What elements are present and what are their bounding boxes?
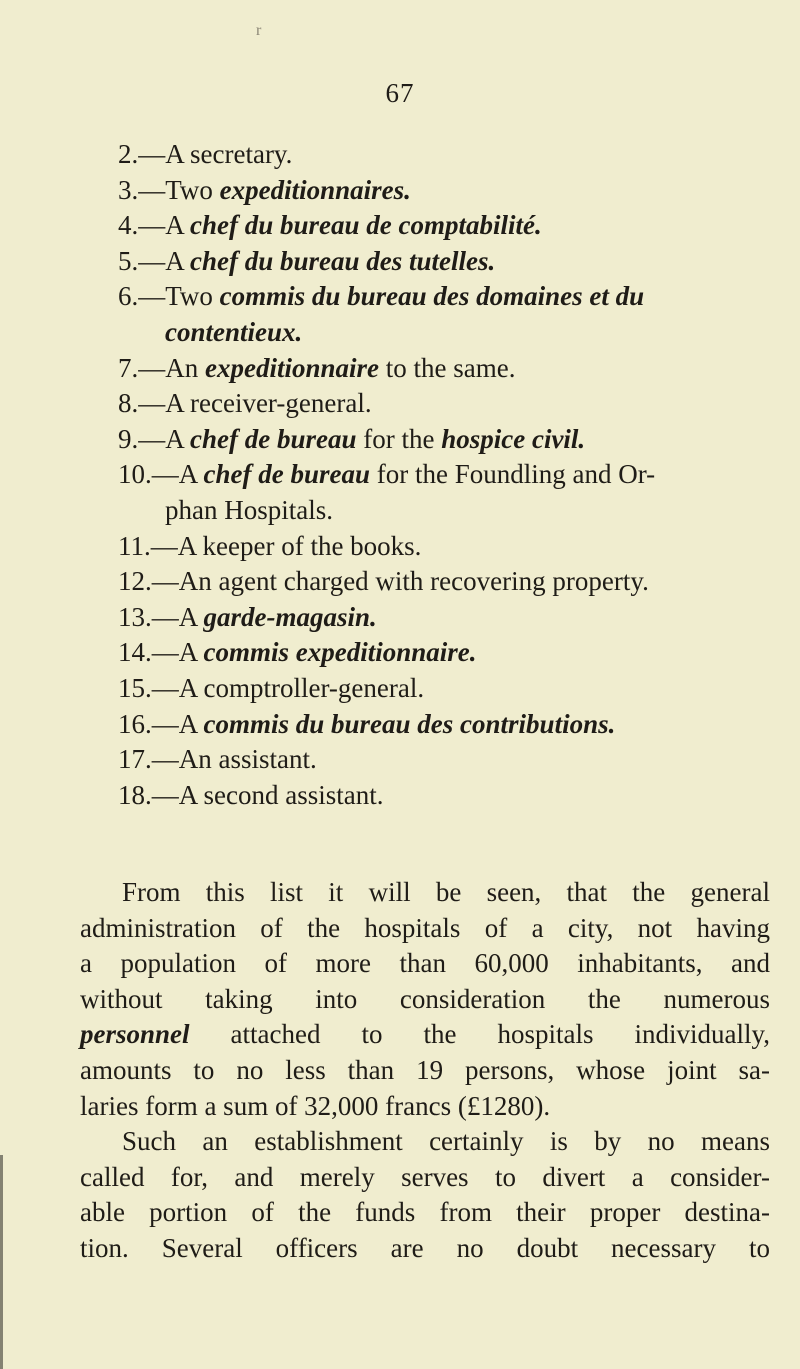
list-item [118, 600, 778, 636]
item-number: 4. [118, 210, 139, 241]
italic-term: personnel [80, 1019, 190, 1050]
italic-term: chef du bureau des tutelles. [190, 245, 496, 276]
italic-term: chef de bureau [190, 423, 357, 454]
item-dash: — [151, 779, 179, 810]
list-item [118, 778, 778, 814]
list-item [118, 671, 778, 707]
italic-term: contentieux. [165, 316, 303, 347]
list-item [118, 742, 778, 778]
text-line [80, 1195, 770, 1231]
item-number: 17. [118, 744, 152, 775]
item-number: 5. [118, 245, 139, 276]
item-number: 16. [118, 708, 152, 739]
item-number: 14. [118, 637, 152, 668]
item-text: A [178, 637, 204, 668]
page-number: 67 [385, 78, 415, 108]
item-number: 15. [118, 672, 152, 703]
item-number: 13. [118, 601, 152, 632]
body-text [80, 875, 770, 1267]
line-text: a population of more than 60,000 inhabitants, and [80, 948, 770, 979]
line-text: administration of the hospitals of a city, not having [80, 912, 770, 943]
item-dash: — [151, 459, 179, 490]
list-item [118, 208, 778, 244]
item-number: 9. [118, 423, 139, 454]
item-text: Two [165, 281, 220, 312]
item-dash: — [151, 708, 179, 739]
text-line [80, 982, 770, 1018]
item-text: phan Hospitals. [165, 494, 333, 525]
item-text: A [178, 708, 204, 739]
text-line [80, 1231, 770, 1267]
item-text: for the [356, 423, 442, 454]
italic-term: garde-magasin. [203, 601, 377, 632]
list-item [118, 707, 778, 743]
italic-term: expeditionnaire [205, 352, 379, 383]
item-text: A receiver-general. [165, 388, 372, 419]
item-text: An assistant. [178, 744, 317, 775]
text-line [80, 1124, 770, 1160]
item-dash: — [150, 530, 178, 561]
list-item [118, 244, 778, 280]
list-item [118, 351, 778, 387]
paragraph [80, 1124, 770, 1266]
item-dash: — [138, 388, 166, 419]
list-item [118, 422, 778, 458]
text-line [80, 1160, 770, 1196]
staff-list [118, 137, 778, 813]
item-number: 7. [118, 352, 139, 383]
item-number: 8. [118, 388, 139, 419]
text-line [80, 1089, 770, 1125]
item-text: A [178, 459, 204, 490]
item-dash: — [151, 744, 179, 775]
text-line [80, 946, 770, 982]
list-item [118, 173, 778, 209]
italic-term: chef du bureau de comptabilité. [190, 210, 542, 241]
item-text: An agent charged with recovering property. [178, 566, 649, 597]
item-number: 11. [118, 530, 151, 561]
list-item-continuation [118, 493, 778, 529]
text-line [80, 911, 770, 947]
item-dash: — [151, 672, 179, 703]
item-text: Two [165, 174, 220, 205]
line-text: amounts to no less than 19 persons, whose joint sa- [80, 1054, 770, 1085]
list-item [118, 386, 778, 422]
italic-term: commis du bureau des contributions. [203, 708, 616, 739]
list-item [118, 529, 778, 565]
item-text: A [165, 210, 191, 241]
printer-mark: r [256, 22, 262, 39]
italic-term: commis expeditionnaire. [203, 637, 477, 668]
item-text: A comptroller-general. [178, 672, 425, 703]
item-dash: — [138, 281, 166, 312]
text-line [80, 1053, 770, 1089]
text-line [80, 875, 770, 911]
item-dash: — [138, 352, 166, 383]
italic-term: expeditionnaires. [219, 174, 411, 205]
item-text: A [178, 601, 204, 632]
item-dash: — [138, 174, 166, 205]
text-line [80, 1017, 770, 1053]
item-text: A [165, 245, 191, 276]
paragraph [80, 875, 770, 1124]
line-text: laries form a sum of 32,000 francs (£1280). [80, 1090, 551, 1121]
line-text: attached to the hospitals individually, [189, 1019, 770, 1050]
line-text: able portion of the funds from their proper destina- [80, 1197, 770, 1228]
page-edge-shadow [0, 1155, 3, 1369]
italic-term: commis du bureau des domaines et du [219, 281, 645, 312]
item-dash: — [151, 601, 179, 632]
item-number: 6. [118, 281, 139, 312]
item-dash: — [138, 139, 166, 169]
italic-term: chef de bureau [203, 459, 370, 490]
item-dash: — [151, 637, 179, 668]
item-dash: — [138, 210, 166, 241]
item-text: for the Foundling and Or- [370, 459, 656, 490]
list-item-continuation [118, 315, 778, 351]
list-item [118, 279, 778, 315]
list-item [118, 635, 778, 671]
item-dash: — [138, 423, 166, 454]
line-text: without taking into consideration the numerous [80, 983, 770, 1014]
item-text: A secretary. [165, 139, 293, 169]
item-text: A second assistant. [178, 779, 384, 810]
line-text: called for, and merely serves to divert a consider- [80, 1161, 770, 1192]
item-number: 2. [118, 139, 139, 169]
italic-term: hospice civil. [441, 423, 586, 454]
item-text: An [165, 352, 205, 383]
line-text: tion. Several officers are no doubt necessary to [80, 1232, 770, 1263]
list-item [118, 137, 778, 173]
line-text: From this list it will be seen, that the general [122, 877, 770, 907]
item-text: A [165, 423, 191, 454]
item-number: 12. [118, 566, 152, 597]
item-number: 10. [118, 459, 152, 490]
item-text: to the same. [379, 352, 516, 383]
item-number: 18. [118, 779, 152, 810]
item-number: 3. [118, 174, 139, 205]
list-item [118, 564, 778, 600]
line-text: Such an establishment certainly is by no means [122, 1126, 770, 1157]
item-dash: — [138, 245, 166, 276]
item-text: A keeper of the books. [177, 530, 422, 561]
list-item [118, 457, 778, 493]
item-dash: — [151, 566, 179, 597]
